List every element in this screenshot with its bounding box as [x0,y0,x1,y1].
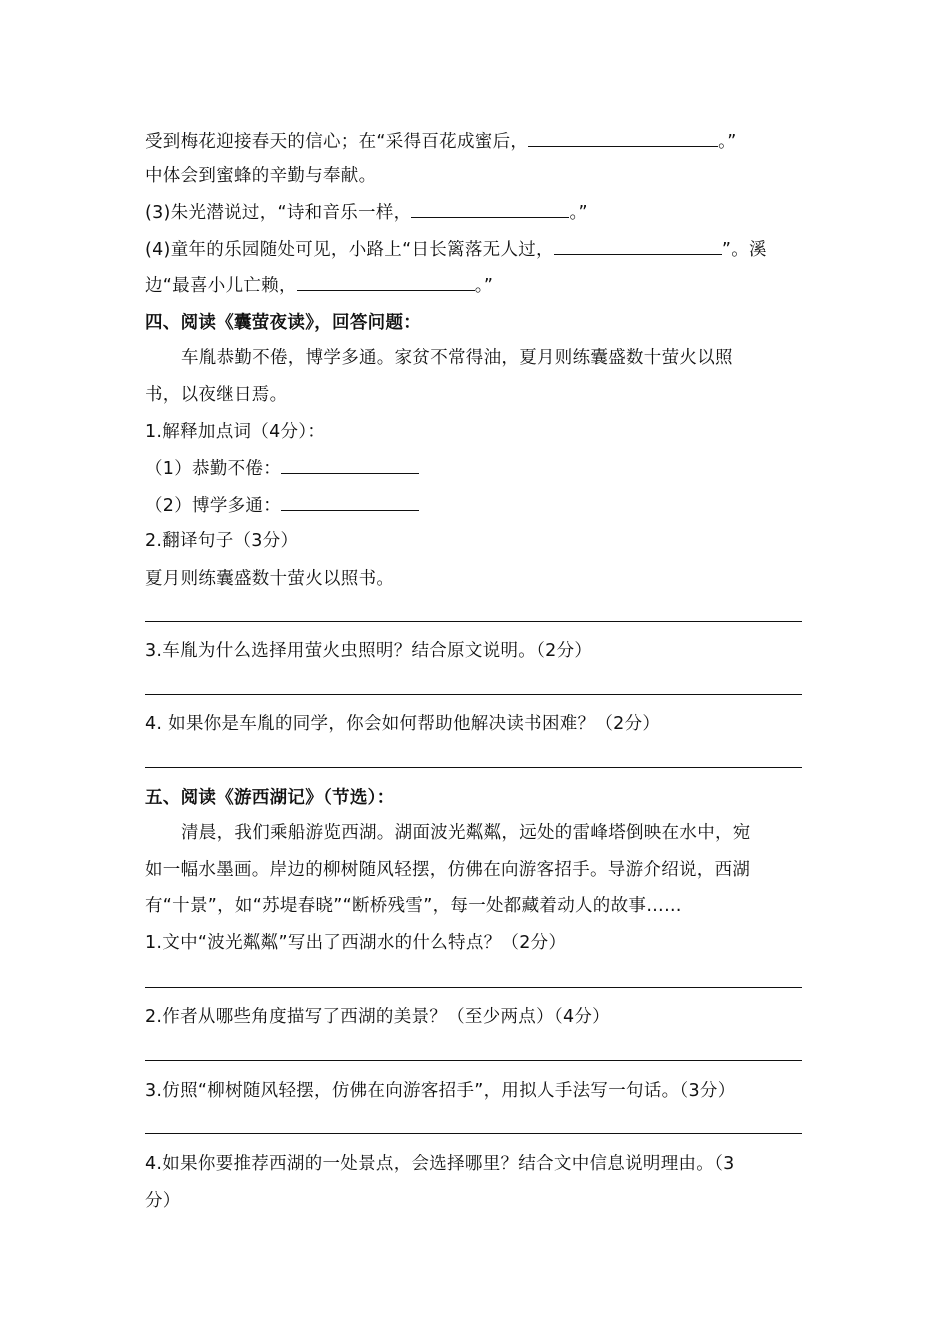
section-4-heading: 四、阅读《囊萤夜读》，回答问题： [145,313,422,333]
answer-line[interactable] [145,621,802,622]
poem-line-4 [145,237,805,262]
poem-line-3 [145,200,805,225]
question-text: 2.翻译句子（3分） [145,531,299,551]
question-text: 3.仿照“柳树随风轻摆，仿佛在向游客招手”，用拟人手法写一句话。（3分） [145,1081,736,1101]
section-5-heading: 五、阅读《游西湖记》（节选）： [145,788,395,808]
passage-text: 书，以夜继日焉。 [145,385,288,405]
question-text: 2.作者从哪些角度描写了西湖的美景？（至少两点）（4分） [145,1007,610,1027]
text: （2）博学多通： [145,496,282,516]
text: 中体会到蜜蜂的辛勤与奉献。 [145,166,377,186]
answer-blank[interactable] [554,237,722,255]
question-text: 1.文中“波光粼粼”写出了西湖水的什么特点？（2分） [145,933,567,953]
text: (3)朱光潜说过，“诗和音乐一样， [145,203,412,223]
passage-text: 车胤恭勤不倦，博学多通。家贫不常得油，夏月则练囊盛数十萤火以照 [181,348,733,368]
text: 。” [569,203,588,223]
answer-line[interactable] [145,767,802,768]
text: ”。溪 [721,240,767,260]
answer-blank[interactable] [281,493,419,511]
sub-question [145,493,805,518]
question-text: 分） [145,1191,181,1211]
question-text: 1.解释加点词（4分）： [145,422,326,442]
answer-line[interactable] [145,1060,802,1061]
answer-line[interactable] [145,987,802,988]
sub-question [145,456,805,481]
question-text: 4.如果你要推荐西湖的一处景点，会选择哪里？结合文中信息说明理由。（3 [145,1154,735,1174]
text: 。” [718,132,737,152]
poem-line-2 [145,164,805,188]
passage-text: 如一幅水墨画。岸边的柳树随风轻摆，仿佛在向游客招手。导游介绍说，西湖 [145,860,751,880]
answer-blank[interactable] [411,200,569,218]
poem-line-5 [145,273,805,298]
answer-blank[interactable] [528,129,718,147]
text: (4)童年的乐园随处可见，小路上“日长篱落无人过， [145,240,554,260]
passage-text: 清晨，我们乘船游览西湖。湖面波光粼粼，远处的雷峰塔倒映在水中，宛 [181,823,751,843]
translate-sentence: 夏月则练囊盛数十萤火以照书。 [145,569,395,589]
answer-blank[interactable] [297,273,475,291]
poem-line-1 [145,129,805,154]
text: （1）恭勤不倦： [145,459,282,479]
answer-line[interactable] [145,694,802,695]
answer-line[interactable] [145,1133,802,1134]
text: 受到梅花迎接春天的信心；在“采得百花成蜜后， [145,132,529,152]
text: 边“最喜小儿亡赖， [145,276,297,296]
question-text: 4. 如果你是车胤的同学，你会如何帮助他解决读书困难？（2分） [145,714,661,734]
question-text: 3.车胤为什么选择用萤火虫照明？结合原文说明。（2分） [145,641,593,661]
answer-blank[interactable] [281,456,419,474]
passage-text: 有“十景”，如“苏堤春晓”“断桥残雪”，每一处都藏着动人的故事…… [145,896,682,916]
text: 。” [474,276,494,296]
